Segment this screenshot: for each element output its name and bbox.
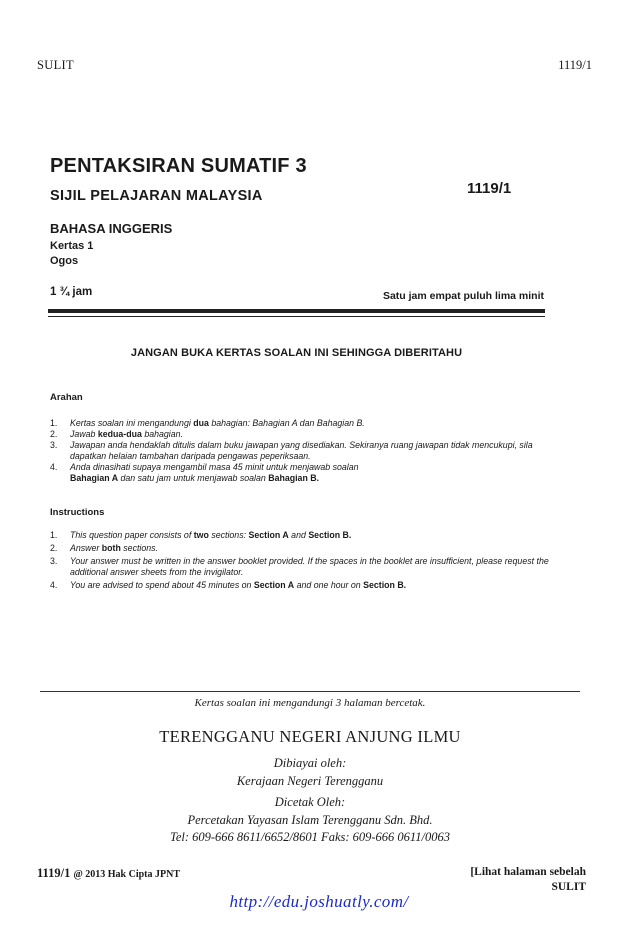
- page-count-note: Kertas soalan ini mengandungi 3 halaman bercetak.: [194, 697, 426, 709]
- instruction-item: [50, 580, 550, 591]
- instructions-heading: Instructions: [50, 507, 105, 518]
- divider-thin: [48, 316, 545, 317]
- item-text-bold: dua: [193, 418, 209, 428]
- item-text: Answer: [70, 543, 102, 553]
- item-text: bahagian.: [141, 429, 183, 439]
- item-text: You are advised to spend about 45 minutes on: [70, 580, 254, 590]
- header-paper-code: 1119/1: [558, 58, 592, 72]
- duration: 1 ¾ jam: [50, 286, 93, 298]
- item-number: 2.: [50, 543, 58, 553]
- item-text-bold: two: [193, 530, 209, 540]
- item-number: 4.: [50, 462, 58, 472]
- arahan-item: [50, 462, 550, 484]
- printer-name: Percetakan Yayasan Islam Terengganu Sdn. Bhd.: [187, 813, 433, 827]
- next-page-note: [Lihat halaman sebelah: [470, 866, 586, 878]
- item-number: 2.: [50, 429, 58, 439]
- footer-paper-code: 1119/1: [37, 866, 71, 880]
- item-text: bahagian: Bahagian A dan Bahagian B.: [208, 418, 365, 428]
- item-number: 1.: [50, 418, 58, 428]
- item-text-bold: Section A: [253, 580, 295, 590]
- header-sulit: SULIT: [37, 58, 74, 72]
- item-text: dan satu jam untuk menjawab soalan: [118, 473, 269, 483]
- item-text: Kertas soalan ini mengandungi: [70, 418, 194, 428]
- exam-month: Ogos: [50, 255, 79, 267]
- item-text: This question paper consists of: [70, 530, 194, 540]
- item-text-bold: Section A: [248, 530, 289, 540]
- item-text-bold: Section B.: [363, 580, 407, 590]
- do-not-open-warning: JANGAN BUKA KERTAS SOALAN INI SEHINGGA DIBERITAHU: [130, 347, 463, 359]
- item-text: sections:: [208, 530, 249, 540]
- funded-by: Kerajaan Negeri Terengganu: [236, 774, 384, 788]
- copyright-text: @ 2013 Hak Cipta JPNT: [73, 869, 181, 880]
- paper-code-large: 1119/1: [467, 180, 512, 197]
- arahan-item: [50, 429, 550, 440]
- state-motto: TERENGGANU NEGERI ANJUNG ILMU: [159, 727, 461, 746]
- item-number: 3.: [50, 440, 58, 450]
- exam-subtitle: SIJIL PELAJARAN MALAYSIA: [50, 188, 263, 204]
- divider-thick: [48, 309, 545, 313]
- item-text: Jawapan anda hendaklah ditulis dalam buku jawapan yang disediakan. Sekiranya ruang jawapan tidak mencukupi, sila dapatkan helaian tambahan daripada pengawas peperiksaan.: [70, 440, 533, 461]
- footer-divider: [40, 691, 580, 692]
- instruction-item: [50, 543, 550, 554]
- item-text: and: [288, 530, 309, 540]
- source-url-link[interactable]: http://edu.joshuatly.com/: [229, 892, 409, 911]
- arahan-item: [50, 440, 550, 462]
- footer-sulit: SULIT: [551, 881, 586, 893]
- instruction-item: [50, 556, 550, 578]
- subject-name: BAHASA INGGERIS: [50, 221, 173, 236]
- paper-number: Kertas 1: [50, 240, 94, 252]
- item-text: Your answer must be written in the answer booklet provided. If the spaces in the booklet are insufficient, please request the additional answer sheets from the invigilator.: [70, 556, 549, 577]
- footer-code-copyright: [37, 866, 180, 881]
- item-text-bold: Section B.: [308, 530, 352, 540]
- item-text: sections.: [120, 543, 159, 553]
- exam-title: PENTAKSIRAN SUMATIF 3: [50, 155, 307, 177]
- arahan-heading: Arahan: [50, 392, 83, 403]
- item-number: 4.: [50, 580, 58, 590]
- duration-words: Satu jam empat puluh lima minit: [382, 290, 544, 302]
- item-number: 3.: [50, 556, 58, 566]
- item-text-bold: Bahagian B.: [268, 473, 320, 483]
- item-text: and one hour on: [294, 580, 364, 590]
- printed-label: Dicetak Oleh:: [274, 795, 346, 809]
- instructions-list: [50, 530, 550, 593]
- item-text: Jawab: [70, 429, 98, 439]
- item-number: 1.: [50, 530, 58, 540]
- item-text-bold: kedua-dua: [97, 429, 142, 439]
- item-text-bold: both: [101, 543, 121, 553]
- item-text: Anda dinasihati supaya mengambil masa 45 minit untuk menjawab soalan: [70, 462, 359, 472]
- printer-contact: Tel: 609-666 8611/6652/8601 Faks: 609-666 0611/0063: [170, 830, 450, 844]
- arahan-item: [50, 418, 550, 429]
- arahan-list: [50, 418, 550, 484]
- instruction-item: [50, 530, 550, 541]
- funded-label: Dibiayai oleh:: [273, 756, 347, 770]
- item-text-bold: Bahagian A: [70, 473, 119, 483]
